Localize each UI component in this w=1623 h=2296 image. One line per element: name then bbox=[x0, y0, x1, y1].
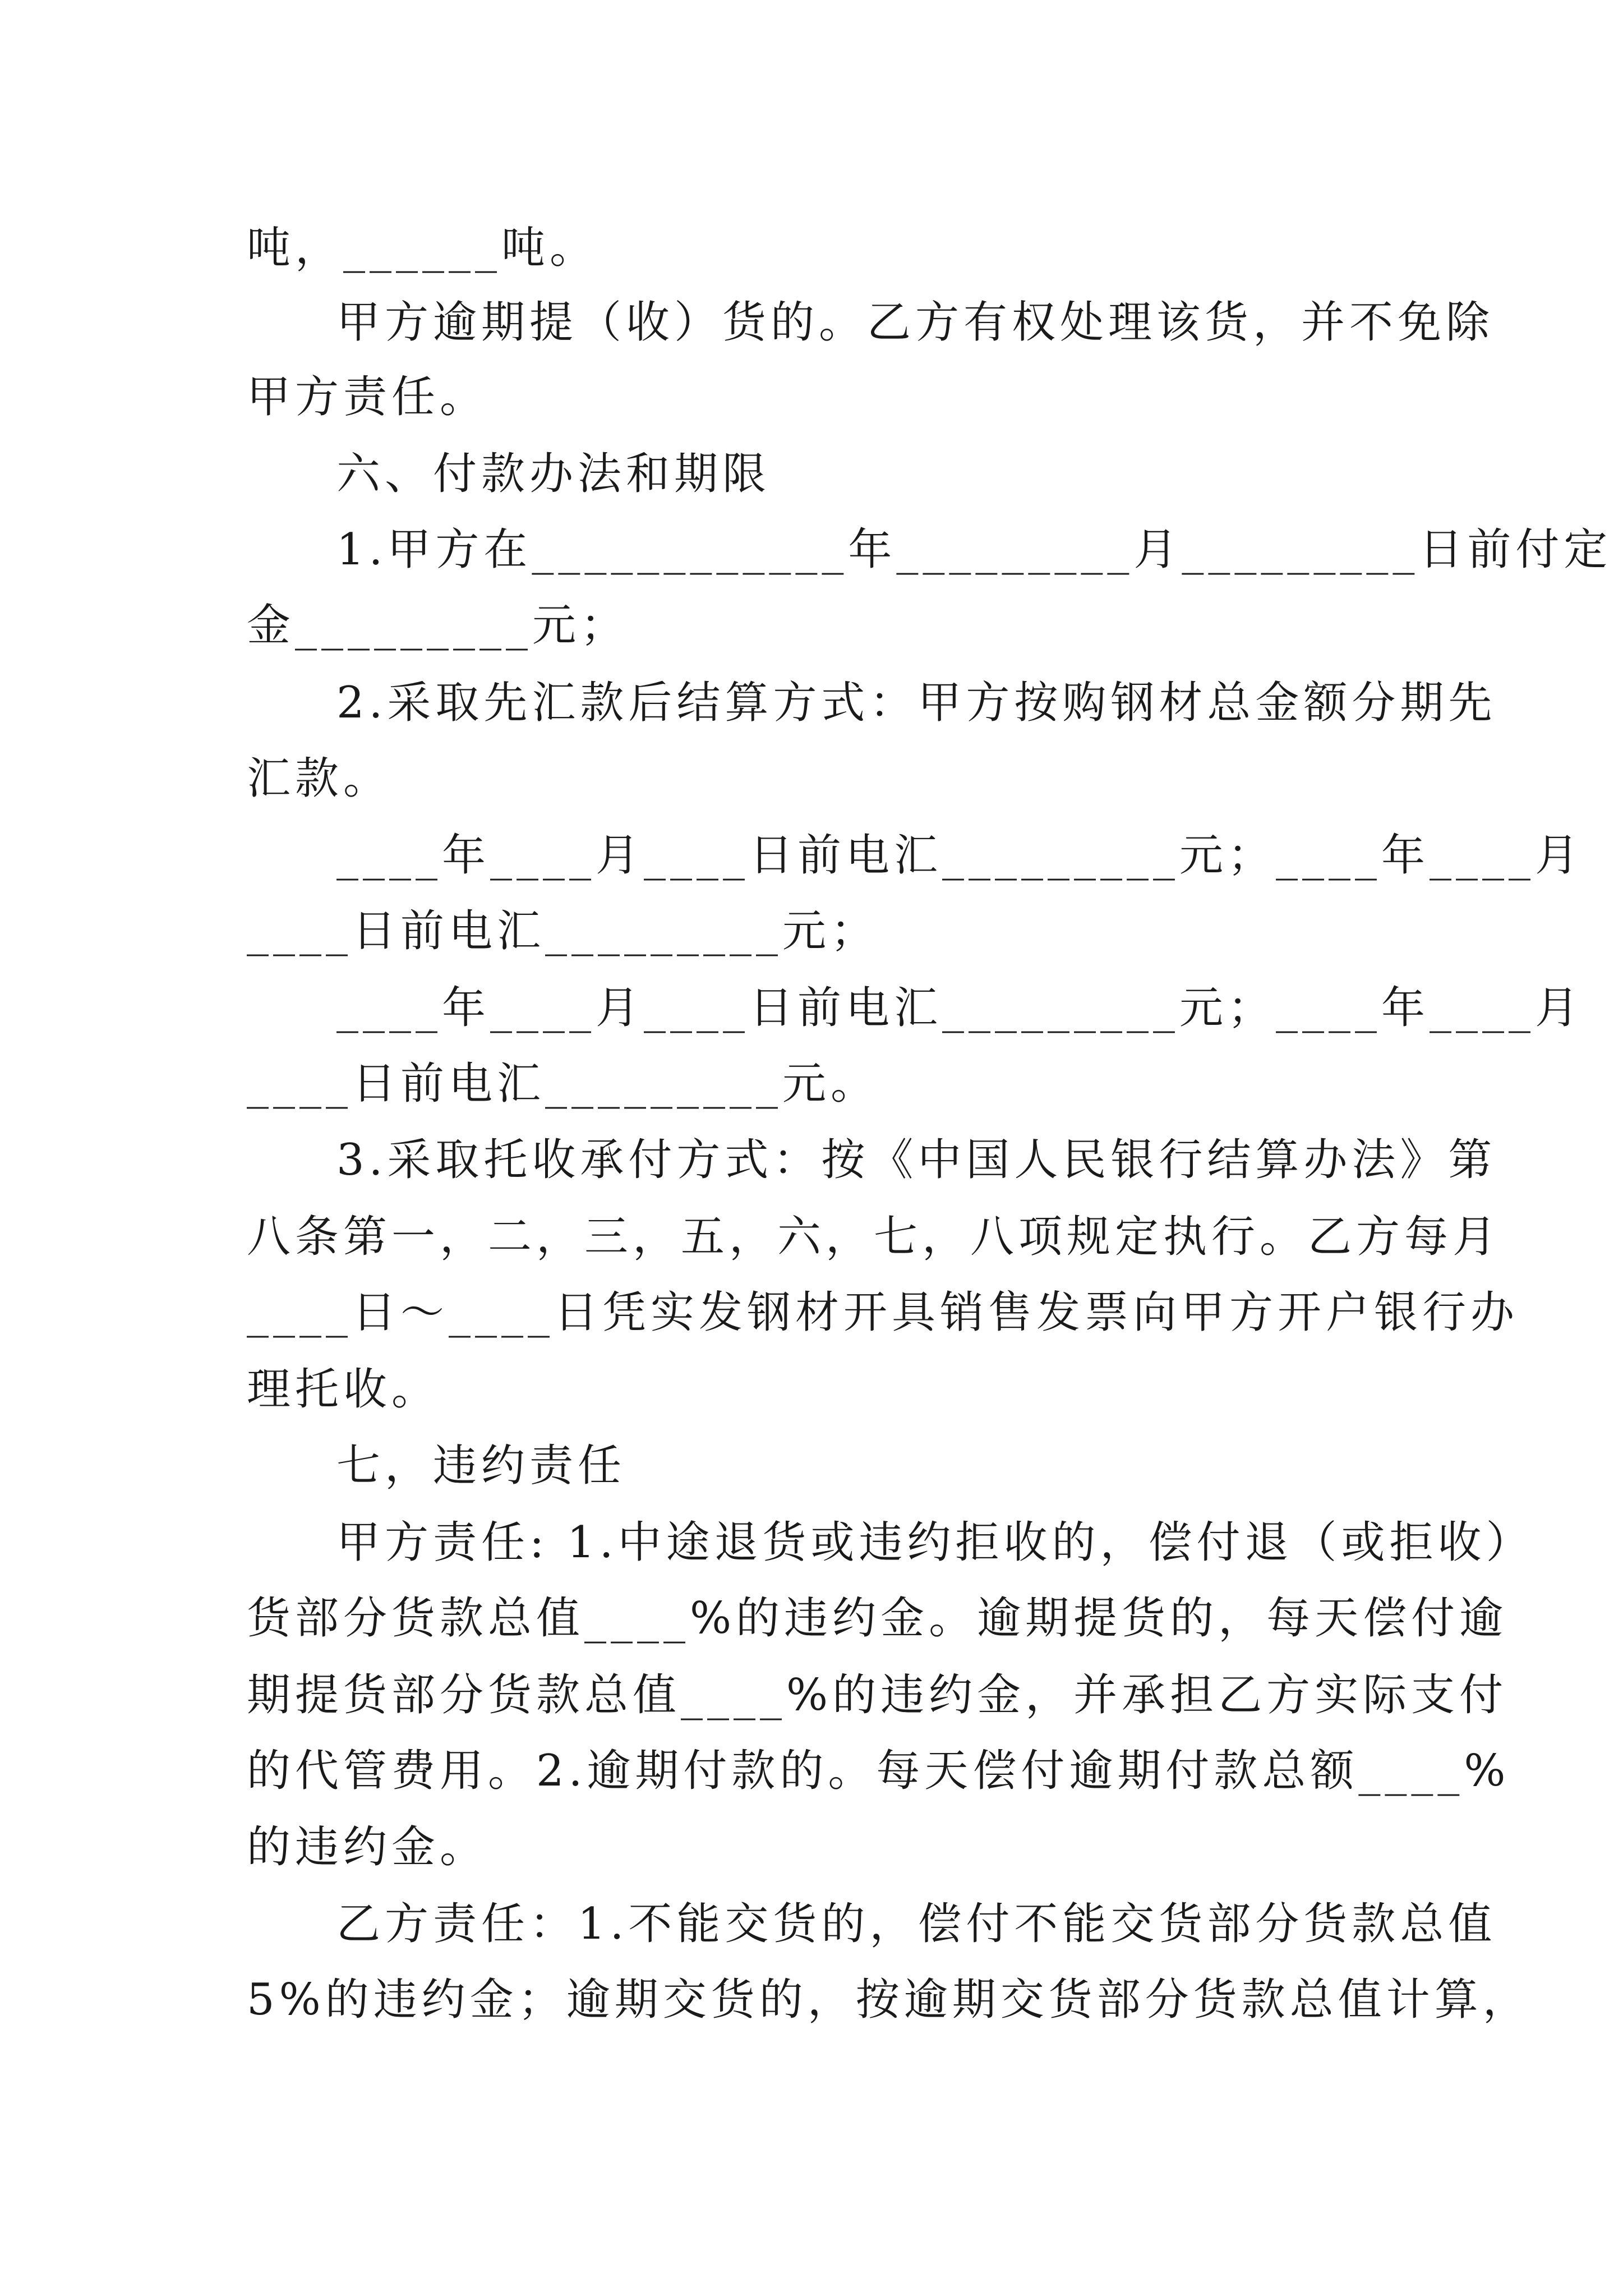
text-line: 的违约金。 bbox=[247, 1822, 488, 1872]
text-line: ____年____月____日前电汇_________元；____年____月 bbox=[336, 830, 1584, 881]
text-line: 期提货部分货款总值____%的违约金，并承担乙方实际支付 bbox=[247, 1670, 1508, 1720]
text-line: 1.甲方在____________年_________月_________日前付定 bbox=[336, 524, 1612, 575]
text-line: 金_________元； bbox=[247, 600, 629, 651]
text-line: 乙方责任：1.不能交货的，偿付不能交货部分货款总值 bbox=[336, 1899, 1497, 1949]
text-line: 理托收。 bbox=[247, 1364, 440, 1415]
text-line: 2.采取先汇款后结算方式：甲方按购钢材总金额分期先 bbox=[336, 678, 1497, 728]
text-line: 甲方逾期提（收）货的。乙方有权处理该货，并不免除 bbox=[336, 297, 1495, 348]
text-line: 甲方责任: 1.中途退货或违约拒收的，偿付退（或拒收） bbox=[336, 1517, 1534, 1568]
text-line: 货部分货款总值____%的违约金。逾期提货的，每天偿付逾 bbox=[247, 1593, 1508, 1644]
text-line: ____年____月____日前电汇_________元；____年____月 bbox=[336, 983, 1584, 1033]
text-line: ____日前电汇_________元； bbox=[247, 906, 879, 956]
text-line: 八条第一，二，三，五，六，七，八项规定执行。乙方每月 bbox=[247, 1212, 1501, 1262]
text-line: 3.采取托收承付方式：按《中国人民银行结算办法》第 bbox=[336, 1135, 1497, 1185]
section-heading: 六、付款办法和期限 bbox=[336, 449, 771, 499]
text-line: ____日～____日凭实发钢材开具销售发票向甲方开户银行办 bbox=[247, 1287, 1519, 1338]
text-line: 汇款。 bbox=[247, 753, 392, 804]
text-line: 甲方责任。 bbox=[247, 372, 488, 422]
text-line: 吨，______吨。 bbox=[247, 223, 598, 273]
text-line: 的代管费用。2.逾期付款的。每天偿付逾期付款总额____% bbox=[247, 1746, 1510, 1796]
text-line: 5%的违约金；逾期交货的，按逾期交货部分货款总值计算， bbox=[247, 1975, 1531, 2025]
section-heading: 七，违约责任 bbox=[336, 1441, 626, 1491]
text-line: ____日前电汇_________元。 bbox=[247, 1059, 879, 1109]
